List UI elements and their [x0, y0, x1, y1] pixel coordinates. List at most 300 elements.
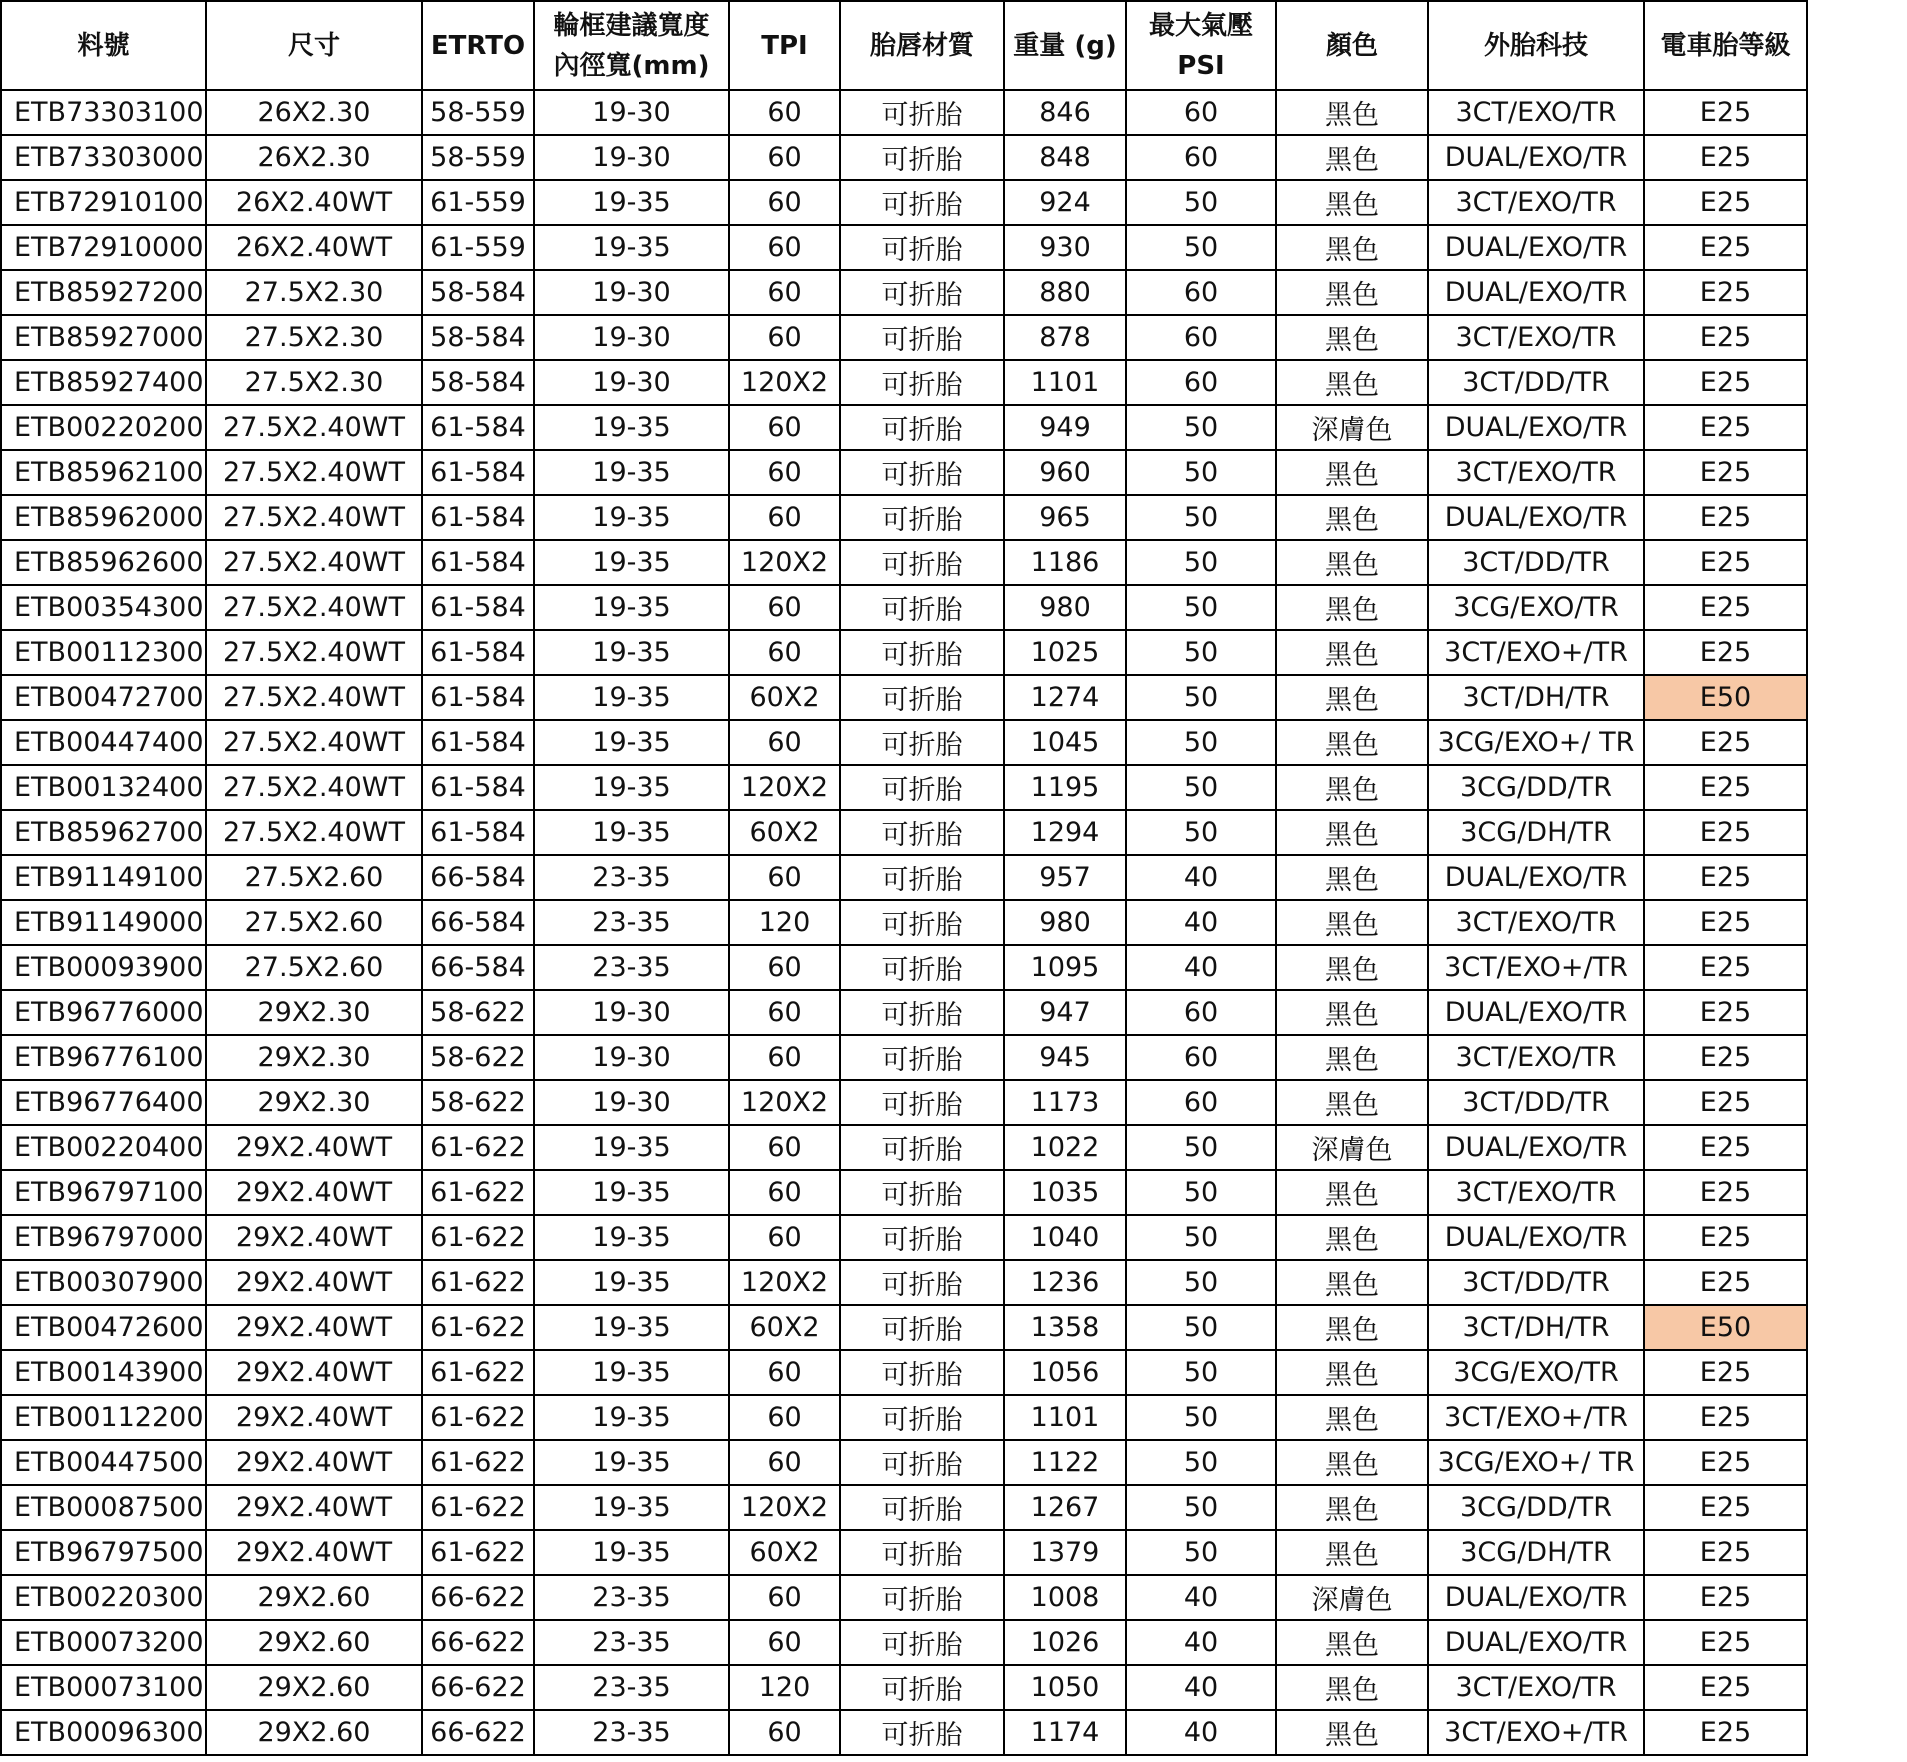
- cell-bead-material: 可折胎: [840, 180, 1004, 225]
- cell-part-number: ETB73303000: [1, 135, 206, 180]
- cell-ebike-rating: E25: [1644, 90, 1807, 135]
- table-row: [1, 405, 1807, 450]
- cell-ebike-rating: E25: [1644, 1260, 1807, 1305]
- cell-part-number: ETB00354300: [1, 585, 206, 630]
- cell-etrto: 61-559: [422, 180, 534, 225]
- cell-rim-width: 19-35: [534, 810, 729, 855]
- cell-weight: 880: [1004, 270, 1126, 315]
- cell-technology: 3CT/EXO+/TR: [1428, 630, 1644, 675]
- cell-color: 深膚色: [1276, 1125, 1428, 1170]
- cell-technology: DUAL/EXO/TR: [1428, 1620, 1644, 1665]
- cell-tpi: 60X2: [729, 810, 840, 855]
- cell-etrto: 61-622: [422, 1485, 534, 1530]
- cell-tpi: 120X2: [729, 1080, 840, 1125]
- cell-etrto: 61-584: [422, 405, 534, 450]
- cell-etrto: 58-584: [422, 315, 534, 360]
- cell-part-number: ETB85962700: [1, 810, 206, 855]
- cell-tpi: 120X2: [729, 1260, 840, 1305]
- table-row: [1, 1350, 1807, 1395]
- cell-technology: 3CT/EXO+/TR: [1428, 1395, 1644, 1440]
- cell-ebike-rating: E25: [1644, 1530, 1807, 1575]
- cell-bead-material: 可折胎: [840, 1530, 1004, 1575]
- cell-technology: 3CT/EXO/TR: [1428, 90, 1644, 135]
- cell-tpi: 120X2: [729, 1485, 840, 1530]
- cell-etrto: 66-584: [422, 855, 534, 900]
- table-row: [1, 1170, 1807, 1215]
- cell-bead-material: 可折胎: [840, 315, 1004, 360]
- cell-technology: 3CG/EXO/TR: [1428, 585, 1644, 630]
- table-row: [1, 1620, 1807, 1665]
- cell-tpi: 60: [729, 405, 840, 450]
- cell-part-number: ETB00472600: [1, 1305, 206, 1350]
- cell-color: 黑色: [1276, 1170, 1428, 1215]
- table-row: [1, 720, 1807, 765]
- cell-ebike-rating: E25: [1644, 945, 1807, 990]
- cell-size: 27.5X2.40WT: [206, 495, 422, 540]
- cell-color: 黑色: [1276, 945, 1428, 990]
- cell-max-pressure: 50: [1126, 630, 1276, 675]
- cell-technology: 3CG/EXO+/ TR: [1428, 720, 1644, 765]
- cell-technology: 3CT/EXO/TR: [1428, 1665, 1644, 1710]
- cell-rim-width: 19-35: [534, 1485, 729, 1530]
- cell-size: 27.5X2.40WT: [206, 540, 422, 585]
- cell-weight: 1056: [1004, 1350, 1126, 1395]
- cell-bead-material: 可折胎: [840, 720, 1004, 765]
- cell-part-number: ETB85962600: [1, 540, 206, 585]
- cell-weight: 878: [1004, 315, 1126, 360]
- cell-weight: 1358: [1004, 1305, 1126, 1350]
- cell-color: 黑色: [1276, 450, 1428, 495]
- cell-rim-width: 19-30: [534, 315, 729, 360]
- cell-tpi: 60: [729, 630, 840, 675]
- cell-bead-material: 可折胎: [840, 855, 1004, 900]
- cell-color: 黑色: [1276, 630, 1428, 675]
- cell-etrto: 66-622: [422, 1665, 534, 1710]
- cell-tpi: 60: [729, 855, 840, 900]
- table-row: [1, 1575, 1807, 1620]
- cell-etrto: 58-559: [422, 135, 534, 180]
- cell-part-number: ETB96797500: [1, 1530, 206, 1575]
- cell-bead-material: 可折胎: [840, 1620, 1004, 1665]
- cell-color: 黑色: [1276, 1665, 1428, 1710]
- cell-color: 黑色: [1276, 1215, 1428, 1260]
- cell-technology: DUAL/EXO/TR: [1428, 1215, 1644, 1260]
- cell-tpi: 60: [729, 945, 840, 990]
- cell-rim-width: 19-35: [534, 585, 729, 630]
- table-row: [1, 810, 1807, 855]
- cell-ebike-rating: E25: [1644, 135, 1807, 180]
- cell-color: 黑色: [1276, 1395, 1428, 1440]
- cell-size: 29X2.30: [206, 1080, 422, 1125]
- cell-bead-material: 可折胎: [840, 1125, 1004, 1170]
- cell-tpi: 120: [729, 1665, 840, 1710]
- cell-weight: 1101: [1004, 360, 1126, 405]
- cell-size: 27.5X2.40WT: [206, 405, 422, 450]
- cell-weight: 1022: [1004, 1125, 1126, 1170]
- cell-etrto: 61-584: [422, 450, 534, 495]
- cell-weight: 1174: [1004, 1710, 1126, 1755]
- cell-max-pressure: 50: [1126, 180, 1276, 225]
- cell-bead-material: 可折胎: [840, 1440, 1004, 1485]
- cell-size: 27.5X2.30: [206, 360, 422, 405]
- cell-part-number: ETB00307900: [1, 1260, 206, 1305]
- cell-color: 黑色: [1276, 1530, 1428, 1575]
- cell-part-number: ETB91149000: [1, 900, 206, 945]
- cell-etrto: 61-584: [422, 765, 534, 810]
- cell-ebike-rating: E25: [1644, 360, 1807, 405]
- cell-etrto: 66-584: [422, 945, 534, 990]
- cell-etrto: 58-622: [422, 1080, 534, 1125]
- cell-max-pressure: 60: [1126, 360, 1276, 405]
- cell-tpi: 60: [729, 270, 840, 315]
- cell-color: 黑色: [1276, 990, 1428, 1035]
- cell-etrto: 66-584: [422, 900, 534, 945]
- cell-weight: 1045: [1004, 720, 1126, 765]
- table-body: [1, 90, 1807, 1755]
- cell-color: 黑色: [1276, 810, 1428, 855]
- cell-max-pressure: 50: [1126, 1125, 1276, 1170]
- cell-bead-material: 可折胎: [840, 585, 1004, 630]
- cell-max-pressure: 40: [1126, 945, 1276, 990]
- cell-ebike-rating: E25: [1644, 405, 1807, 450]
- cell-bead-material: 可折胎: [840, 630, 1004, 675]
- cell-ebike-rating: E25: [1644, 1125, 1807, 1170]
- cell-ebike-rating: E25: [1644, 1035, 1807, 1080]
- cell-tpi: 60: [729, 495, 840, 540]
- cell-part-number: ETB00112200: [1, 1395, 206, 1440]
- cell-tpi: 60: [729, 585, 840, 630]
- cell-rim-width: 19-35: [534, 630, 729, 675]
- cell-part-number: ETB91149100: [1, 855, 206, 900]
- cell-rim-width: 19-35: [534, 495, 729, 540]
- cell-part-number: ETB96797000: [1, 1215, 206, 1260]
- cell-etrto: 61-584: [422, 495, 534, 540]
- header-rim-width: 輪框建議寬度 內徑寬(mm): [534, 1, 729, 90]
- cell-bead-material: 可折胎: [840, 225, 1004, 270]
- cell-rim-width: 19-35: [534, 765, 729, 810]
- cell-tpi: 60: [729, 1575, 840, 1620]
- cell-bead-material: 可折胎: [840, 810, 1004, 855]
- cell-technology: 3CG/DH/TR: [1428, 810, 1644, 855]
- cell-size: 29X2.60: [206, 1575, 422, 1620]
- cell-tpi: 60: [729, 1710, 840, 1755]
- cell-ebike-rating: E25: [1644, 585, 1807, 630]
- cell-max-pressure: 60: [1126, 1035, 1276, 1080]
- cell-color: 黑色: [1276, 540, 1428, 585]
- cell-etrto: 61-559: [422, 225, 534, 270]
- table-row: [1, 1035, 1807, 1080]
- cell-etrto: 58-622: [422, 1035, 534, 1080]
- cell-technology: 3CG/EXO/TR: [1428, 1350, 1644, 1395]
- cell-size: 26X2.30: [206, 90, 422, 135]
- cell-weight: 1095: [1004, 945, 1126, 990]
- table-row: [1, 1710, 1807, 1755]
- cell-part-number: ETB00143900: [1, 1350, 206, 1395]
- cell-technology: DUAL/EXO/TR: [1428, 135, 1644, 180]
- cell-part-number: ETB00112300: [1, 630, 206, 675]
- table-row: [1, 540, 1807, 585]
- table-row: [1, 1485, 1807, 1530]
- cell-rim-width: 19-30: [534, 270, 729, 315]
- cell-weight: 949: [1004, 405, 1126, 450]
- cell-tpi: 60X2: [729, 675, 840, 720]
- cell-technology: 3CT/DD/TR: [1428, 360, 1644, 405]
- cell-max-pressure: 40: [1126, 1575, 1276, 1620]
- cell-size: 27.5X2.40WT: [206, 810, 422, 855]
- cell-bead-material: 可折胎: [840, 1395, 1004, 1440]
- header-tpi: TPI: [729, 1, 840, 90]
- cell-tpi: 60: [729, 1170, 840, 1215]
- cell-etrto: 61-622: [422, 1395, 534, 1440]
- cell-tpi: 120X2: [729, 765, 840, 810]
- cell-ebike-rating: E25: [1644, 1170, 1807, 1215]
- cell-color: 黑色: [1276, 1710, 1428, 1755]
- cell-technology: 3CT/DD/TR: [1428, 540, 1644, 585]
- cell-bead-material: 可折胎: [840, 1260, 1004, 1305]
- cell-part-number: ETB00472700: [1, 675, 206, 720]
- cell-bead-material: 可折胎: [840, 1575, 1004, 1620]
- cell-tpi: 60: [729, 1620, 840, 1665]
- cell-max-pressure: 50: [1126, 675, 1276, 720]
- cell-etrto: 61-584: [422, 630, 534, 675]
- cell-max-pressure: 50: [1126, 1260, 1276, 1305]
- cell-size: 27.5X2.40WT: [206, 450, 422, 495]
- cell-ebike-rating: E25: [1644, 630, 1807, 675]
- cell-tpi: 60: [729, 1035, 840, 1080]
- cell-rim-width: 19-30: [534, 1035, 729, 1080]
- cell-size: 29X2.30: [206, 1035, 422, 1080]
- cell-bead-material: 可折胎: [840, 135, 1004, 180]
- cell-rim-width: 19-30: [534, 990, 729, 1035]
- cell-rim-width: 19-35: [534, 1215, 729, 1260]
- cell-weight: 1173: [1004, 1080, 1126, 1125]
- cell-part-number: ETB00132400: [1, 765, 206, 810]
- cell-weight: 1379: [1004, 1530, 1126, 1575]
- cell-color: 黑色: [1276, 90, 1428, 135]
- cell-color: 黑色: [1276, 270, 1428, 315]
- cell-bead-material: 可折胎: [840, 1170, 1004, 1215]
- cell-etrto: 61-584: [422, 675, 534, 720]
- cell-etrto: 58-622: [422, 990, 534, 1035]
- cell-size: 27.5X2.60: [206, 945, 422, 990]
- cell-tpi: 60: [729, 180, 840, 225]
- cell-weight: 945: [1004, 1035, 1126, 1080]
- table-row: [1, 630, 1807, 675]
- cell-part-number: ETB00093900: [1, 945, 206, 990]
- cell-max-pressure: 60: [1126, 315, 1276, 360]
- cell-weight: 1294: [1004, 810, 1126, 855]
- cell-part-number: ETB00096300: [1, 1710, 206, 1755]
- cell-etrto: 61-584: [422, 540, 534, 585]
- cell-technology: 3CT/DD/TR: [1428, 1080, 1644, 1125]
- cell-size: 27.5X2.60: [206, 900, 422, 945]
- cell-weight: 947: [1004, 990, 1126, 1035]
- cell-technology: 3CG/DD/TR: [1428, 765, 1644, 810]
- cell-size: 29X2.40WT: [206, 1170, 422, 1215]
- cell-weight: 924: [1004, 180, 1126, 225]
- cell-tpi: 60: [729, 450, 840, 495]
- cell-max-pressure: 50: [1126, 1485, 1276, 1530]
- cell-ebike-rating: E25: [1644, 900, 1807, 945]
- table-row: [1, 1260, 1807, 1305]
- cell-max-pressure: 50: [1126, 1170, 1276, 1215]
- cell-ebike-rating: E25: [1644, 1710, 1807, 1755]
- cell-tpi: 60: [729, 1440, 840, 1485]
- cell-bead-material: 可折胎: [840, 765, 1004, 810]
- cell-ebike-rating: E25: [1644, 855, 1807, 900]
- cell-size: 29X2.40WT: [206, 1485, 422, 1530]
- cell-max-pressure: 40: [1126, 900, 1276, 945]
- table-row: [1, 1395, 1807, 1440]
- cell-part-number: ETB00447500: [1, 1440, 206, 1485]
- cell-size: 29X2.60: [206, 1665, 422, 1710]
- cell-technology: 3CT/EXO/TR: [1428, 450, 1644, 495]
- header-color: 顏色: [1276, 1, 1428, 90]
- cell-rim-width: 19-35: [534, 1530, 729, 1575]
- cell-weight: 1195: [1004, 765, 1126, 810]
- table-row: [1, 855, 1807, 900]
- cell-ebike-rating: E25: [1644, 810, 1807, 855]
- cell-technology: DUAL/EXO/TR: [1428, 1575, 1644, 1620]
- cell-technology: DUAL/EXO/TR: [1428, 1125, 1644, 1170]
- cell-rim-width: 19-35: [534, 180, 729, 225]
- cell-technology: DUAL/EXO/TR: [1428, 405, 1644, 450]
- cell-color: 黑色: [1276, 315, 1428, 360]
- table-row: [1, 270, 1807, 315]
- cell-tpi: 60X2: [729, 1305, 840, 1350]
- table-row: [1, 315, 1807, 360]
- cell-size: 29X2.60: [206, 1710, 422, 1755]
- cell-etrto: 61-622: [422, 1260, 534, 1305]
- cell-part-number: ETB85927000: [1, 315, 206, 360]
- cell-part-number: ETB72910000: [1, 225, 206, 270]
- cell-bead-material: 可折胎: [840, 1710, 1004, 1755]
- cell-technology: DUAL/EXO/TR: [1428, 225, 1644, 270]
- cell-color: 黑色: [1276, 1440, 1428, 1485]
- cell-tpi: 60: [729, 720, 840, 765]
- cell-rim-width: 23-35: [534, 855, 729, 900]
- cell-weight: 848: [1004, 135, 1126, 180]
- cell-max-pressure: 50: [1126, 1215, 1276, 1260]
- cell-max-pressure: 60: [1126, 270, 1276, 315]
- cell-ebike-rating: E25: [1644, 225, 1807, 270]
- cell-etrto: 61-622: [422, 1170, 534, 1215]
- cell-max-pressure: 40: [1126, 855, 1276, 900]
- cell-color: 黑色: [1276, 675, 1428, 720]
- cell-etrto: 61-622: [422, 1530, 534, 1575]
- cell-color: 黑色: [1276, 1080, 1428, 1125]
- cell-tpi: 60: [729, 225, 840, 270]
- cell-color: 黑色: [1276, 1485, 1428, 1530]
- header-etrto: ETRTO: [422, 1, 534, 90]
- cell-max-pressure: 50: [1126, 1395, 1276, 1440]
- cell-bead-material: 可折胎: [840, 1665, 1004, 1710]
- cell-size: 29X2.40WT: [206, 1440, 422, 1485]
- header-weight: 重量 (g): [1004, 1, 1126, 90]
- cell-weight: 980: [1004, 585, 1126, 630]
- cell-ebike-rating: E25: [1644, 315, 1807, 360]
- header-bead-material: 胎唇材質: [840, 1, 1004, 90]
- cell-weight: 1025: [1004, 630, 1126, 675]
- cell-color: 黑色: [1276, 1035, 1428, 1080]
- cell-tpi: 60: [729, 1215, 840, 1260]
- cell-part-number: ETB96797100: [1, 1170, 206, 1215]
- table-row: [1, 180, 1807, 225]
- cell-etrto: 66-622: [422, 1575, 534, 1620]
- table-row: [1, 1215, 1807, 1260]
- cell-rim-width: 19-35: [534, 450, 729, 495]
- header-size: 尺寸: [206, 1, 422, 90]
- cell-max-pressure: 50: [1126, 765, 1276, 810]
- cell-part-number: ETB00220400: [1, 1125, 206, 1170]
- cell-ebike-rating: E25: [1644, 1665, 1807, 1710]
- cell-rim-width: 19-30: [534, 1080, 729, 1125]
- cell-technology: 3CG/DD/TR: [1428, 1485, 1644, 1530]
- cell-color: 黑色: [1276, 135, 1428, 180]
- cell-color: 黑色: [1276, 855, 1428, 900]
- cell-ebike-rating: E25: [1644, 765, 1807, 810]
- table-row: [1, 585, 1807, 630]
- cell-ebike-rating: E25: [1644, 1215, 1807, 1260]
- cell-etrto: 61-622: [422, 1440, 534, 1485]
- cell-ebike-rating: E25: [1644, 720, 1807, 765]
- cell-bead-material: 可折胎: [840, 1350, 1004, 1395]
- cell-bead-material: 可折胎: [840, 945, 1004, 990]
- cell-etrto: 61-584: [422, 720, 534, 765]
- cell-weight: 1050: [1004, 1665, 1126, 1710]
- cell-rim-width: 23-35: [534, 945, 729, 990]
- cell-bead-material: 可折胎: [840, 990, 1004, 1035]
- cell-etrto: 61-622: [422, 1350, 534, 1395]
- cell-ebike-rating: E25: [1644, 180, 1807, 225]
- cell-size: 27.5X2.40WT: [206, 630, 422, 675]
- cell-rim-width: 19-30: [534, 90, 729, 135]
- table-row: [1, 225, 1807, 270]
- cell-max-pressure: 50: [1126, 540, 1276, 585]
- cell-ebike-rating: E25: [1644, 495, 1807, 540]
- cell-weight: 1035: [1004, 1170, 1126, 1215]
- cell-etrto: 58-559: [422, 90, 534, 135]
- cell-part-number: ETB00220200: [1, 405, 206, 450]
- cell-part-number: ETB00220300: [1, 1575, 206, 1620]
- cell-size: 27.5X2.40WT: [206, 765, 422, 810]
- cell-size: 29X2.40WT: [206, 1260, 422, 1305]
- cell-size: 29X2.40WT: [206, 1125, 422, 1170]
- cell-ebike-rating: E25: [1644, 270, 1807, 315]
- cell-ebike-rating: E25: [1644, 1440, 1807, 1485]
- cell-tpi: 60X2: [729, 1530, 840, 1575]
- cell-rim-width: 19-35: [534, 1395, 729, 1440]
- cell-color: 黑色: [1276, 1350, 1428, 1395]
- cell-etrto: 66-622: [422, 1620, 534, 1665]
- cell-etrto: 61-584: [422, 585, 534, 630]
- cell-size: 27.5X2.40WT: [206, 585, 422, 630]
- cell-weight: 965: [1004, 495, 1126, 540]
- cell-part-number: ETB00073100: [1, 1665, 206, 1710]
- cell-tpi: 60: [729, 90, 840, 135]
- cell-bead-material: 可折胎: [840, 450, 1004, 495]
- cell-part-number: ETB85962100: [1, 450, 206, 495]
- cell-color: 黑色: [1276, 1305, 1428, 1350]
- cell-max-pressure: 40: [1126, 1620, 1276, 1665]
- cell-rim-width: 23-35: [534, 1710, 729, 1755]
- cell-ebike-rating: E50: [1644, 675, 1807, 720]
- cell-weight: 1101: [1004, 1395, 1126, 1440]
- cell-max-pressure: 60: [1126, 135, 1276, 180]
- cell-rim-width: 23-35: [534, 1575, 729, 1620]
- cell-tpi: 60: [729, 1395, 840, 1440]
- cell-technology: 3CT/DD/TR: [1428, 1260, 1644, 1305]
